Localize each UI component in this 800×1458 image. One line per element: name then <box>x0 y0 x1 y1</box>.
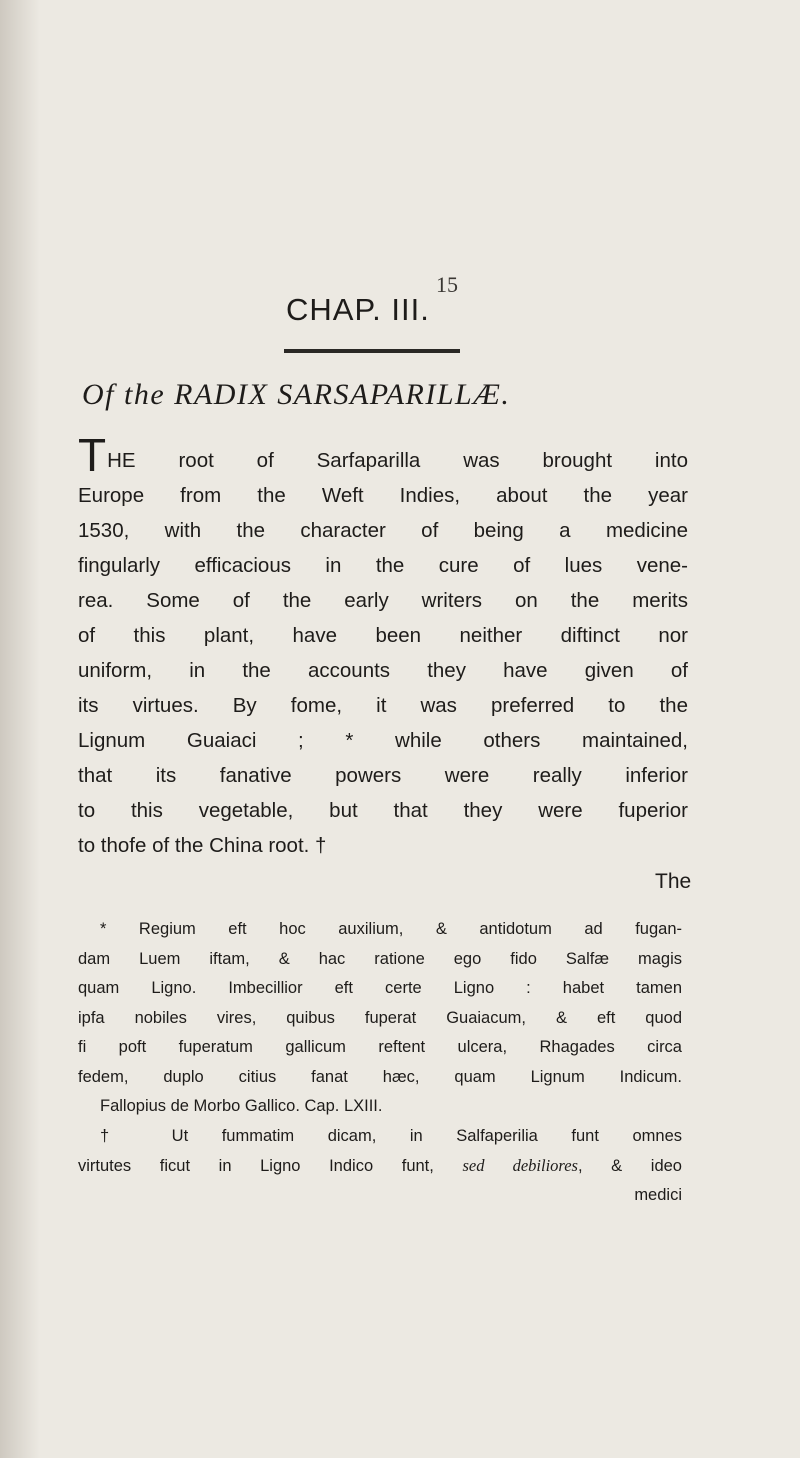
body-line: to this vegetable, but that they were fuperior <box>78 799 688 822</box>
section-title <box>82 378 510 412</box>
body-line: rea. Some of the early writers on the merits <box>78 589 688 612</box>
page-gutter-shadow <box>0 0 40 1458</box>
chapter-heading: CHAP. III. <box>286 292 430 327</box>
body-line: to thofe of the China root. † <box>78 834 327 857</box>
footnote-line: fedem, duplo citius fanat hæc, quam Lignum Indicum. <box>78 1067 682 1086</box>
heading-rule <box>284 349 460 353</box>
body-line: fingularly efficacious in the cure of lues vene- <box>78 554 688 577</box>
footnote-line: † Ut fummatim dicam, in Salfaperilia funt omnes <box>100 1126 682 1145</box>
body-line: Lignum Guaiaci ; * while others maintained, <box>78 729 688 752</box>
footnote-line: medici <box>634 1185 682 1204</box>
body-line: 1530, with the character of being a medicine <box>78 519 688 542</box>
page-number: 15 <box>436 272 458 297</box>
footnote-line: dam Luem iftam, & hac ratione ego fido Salfæ magis <box>78 949 682 968</box>
footnote-line: fi poft fuperatum gallicum reftent ulcera, Rhagades circa <box>78 1038 682 1056</box>
body-line: that its fanative powers were really inferior <box>78 764 688 787</box>
footnote-line: quam Ligno. Imbecillior eft certe Ligno : habet tamen <box>78 979 682 997</box>
footnote-line: Fallopius de Morbo Gallico. Cap. LXIII. <box>100 1097 383 1115</box>
footnote-line: ipfa nobiles vires, quibus fuperat Guaiacum, & eft quod <box>78 1008 682 1027</box>
drop-cap: T <box>78 429 107 481</box>
body-line: its virtues. By fome, it was preferred to the <box>78 694 688 717</box>
body-line: THE root of Sarfaparilla was brought into <box>78 429 688 481</box>
catchword: The <box>655 870 692 893</box>
footnote-line: virtutes ficut in Ligno Indico funt, sed debiliores, & ideo <box>78 1156 682 1175</box>
body-line: Europe from the Weft Indies, about the year <box>78 484 688 507</box>
body-line: of this plant, have been neither diftinct nor <box>78 624 688 647</box>
footnote-line: * Regium eft hoc auxilium, & antidotum ad fugan- <box>100 920 682 938</box>
footnotes <box>78 915 682 1210</box>
body-text <box>78 429 688 863</box>
section-title-prefix: Of the <box>82 378 166 411</box>
body-line: uniform, in the accounts they have given of <box>78 659 688 682</box>
section-title-main: RADIX SARSAPARILLÆ. <box>174 378 511 411</box>
